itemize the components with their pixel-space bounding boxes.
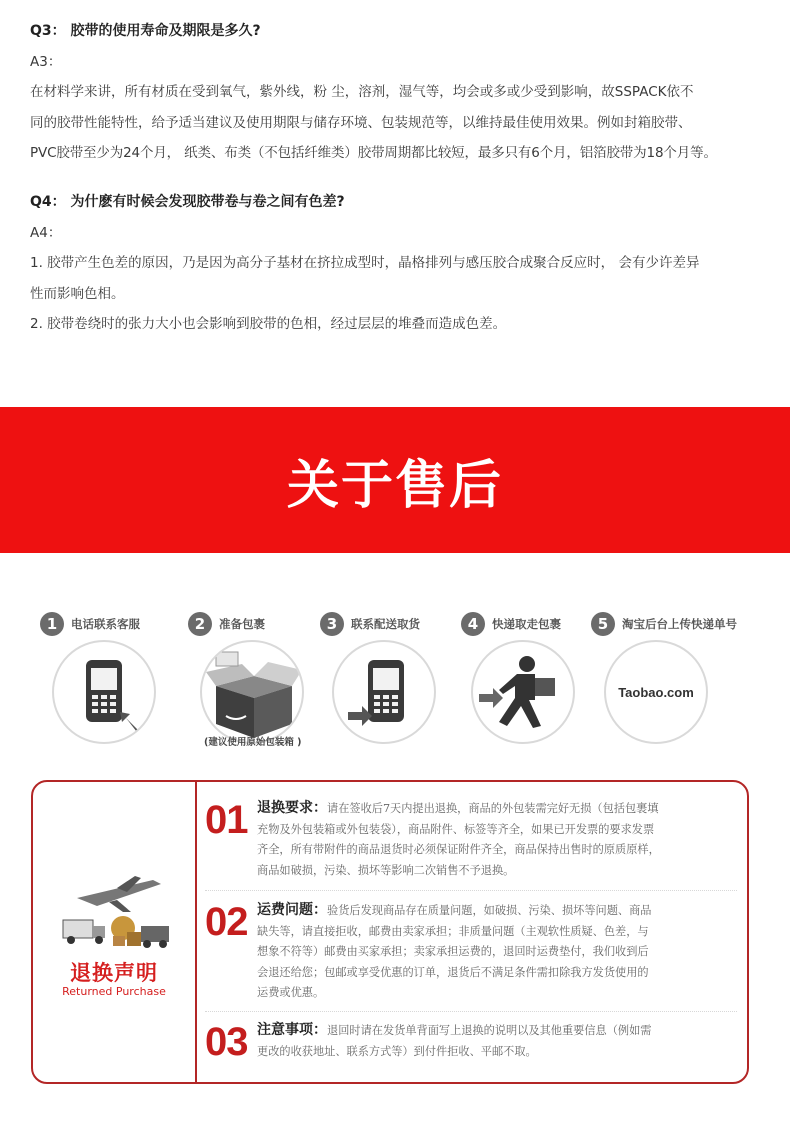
policy-item-body: [257, 798, 745, 881]
phone-icon: [334, 642, 436, 744]
step-3-circle: [332, 640, 436, 744]
faq-answer-line: 性而影响色相。: [30, 285, 125, 302]
faq-question: Q4： 为什麽有时候会发现胶带卷与卷之间有色差?: [30, 194, 345, 210]
step-4-circle: [471, 640, 575, 744]
faq-question: Q3： 胶带的使用寿命及期限是多久?: [30, 23, 261, 39]
faq-answer-line: 同的胶带性能特性，给予适当建议及使用期限与储存环境、包装规范等，以维持最佳使用效果。例如封箱胶带、: [30, 114, 692, 131]
policy-separator: [205, 1011, 737, 1012]
policy-item-number: 02: [205, 900, 248, 944]
logistics-illustration-icon: [57, 872, 177, 952]
return-policy-box: [31, 780, 749, 1084]
policy-item-text: 商品如破损，污染、损坏等影响二次销售不予退换。: [257, 863, 515, 877]
policy-item-heading: 注意事项：: [257, 1022, 327, 1038]
faq-q4: [30, 187, 782, 340]
policy-item-text: 退回时请在发货单背面写上退换的说明以及其他重要信息（例如需: [327, 1024, 652, 1037]
faq-answer-line: 1. 胶带产生色差的原因，乃是因为高分子基材在挤拉成型时，晶格排列与感压胶合成聚合反应时， 会有少许差异: [30, 255, 700, 271]
policy-divider: [195, 782, 197, 1082]
step-number: 5: [591, 612, 615, 636]
policy-item-text: 齐全，所有带附件的商品退货时必须保证附件齐全，商品保持出售时的原质原样，: [257, 843, 660, 856]
policy-item-text: 充物及外包装箱或外包装袋），商品附件、标签等齐全，如果已开发票的要求发票: [257, 822, 655, 836]
policy-item-heading: 退换要求：: [257, 800, 327, 816]
policy-item-number: 01: [205, 798, 248, 842]
banner-title: 关于售后: [286, 455, 503, 516]
step-label: 准备包裹: [219, 617, 265, 631]
faq-answer-label: A4：: [30, 224, 62, 241]
step-label: 快递取走包裹: [492, 617, 561, 631]
policy-separator: [205, 890, 737, 891]
policy-item-text: 请在签收后7天内提出退换，商品的外包装需完好无损（包括包裹填: [327, 802, 659, 815]
policy-left-panel: [33, 782, 195, 1082]
policy-item-text: 缺失等，请直接拒收，邮费由卖家承担；非质量问题（主观软性质疑、色差，与: [257, 924, 649, 938]
policy-item-heading: 运费问题：: [257, 902, 327, 918]
phone-hand-icon: [54, 642, 156, 744]
step-4-header: [461, 612, 561, 636]
policy-title: 退换声明: [70, 961, 158, 985]
step-1-circle: [52, 640, 156, 744]
courier-runner-icon: [473, 642, 575, 744]
step-5-circle: [604, 640, 708, 744]
faq-answer-line: 2. 胶带卷绕时的张力大小也会影响到胶带的色相，经过层层的堆叠而造成色差。: [30, 316, 507, 332]
step-1-header: [40, 612, 140, 636]
step-2-note: (建议使用原始包装箱 ): [204, 737, 302, 748]
policy-item-text: 会退还给您；包邮或享受优惠的订单，退货后不满足条件需扣除我方发货使用的: [257, 965, 649, 979]
step-label: 联系配送取货: [351, 617, 420, 631]
policy-item-number: 03: [205, 1020, 248, 1064]
policy-item-body: [257, 1020, 745, 1062]
step-number: 4: [461, 612, 485, 636]
faq-answer-label: A3：: [30, 53, 62, 70]
step-number: 2: [188, 612, 212, 636]
faq-q3: [30, 16, 782, 169]
policy-subtitle: Returned Purchase: [62, 985, 166, 998]
policy-item-body: [257, 900, 745, 1004]
faq-answer-line: PVC胶带至少为24个月， 纸类、布类（不包括纤维类）胶带周期都比较短，最多只有6个月，铝箔胶带为18个月等。: [30, 145, 717, 161]
step-3-header: [320, 612, 420, 636]
policy-item-text: 验货后发现商品存在质量问题，如破损、污染、损坏等问题、商品: [327, 904, 652, 917]
step-2-header: [188, 612, 265, 636]
after-sales-banner: [0, 407, 790, 553]
step-number: 1: [40, 612, 64, 636]
policy-item-text: 更改的收获地址、联系方式等）到付件拒收、平邮不取。: [257, 1044, 537, 1058]
policy-item-text: 运费或优惠。: [257, 986, 325, 999]
return-steps: [0, 612, 790, 752]
taobao-text: Taobao.com: [618, 684, 694, 700]
faq-answer-line: 在材料学来讲，所有材质在受到氧气，紫外线，粉 尘，溶剂，湿气等，均会或多或少受到影响，故SSPACK依不: [30, 84, 694, 100]
step-label: 淘宝后台上传快递单号: [622, 617, 737, 631]
step-label: 电话联系客服: [71, 617, 140, 631]
open-box-icon: [202, 642, 304, 744]
step-2-circle: [200, 640, 304, 744]
step-5-header: [591, 612, 737, 636]
policy-item-text: 想象不符等）邮费由买家承担；卖家承担运费的，退回时运费垫付，我们收到后: [257, 945, 649, 958]
step-number: 3: [320, 612, 344, 636]
